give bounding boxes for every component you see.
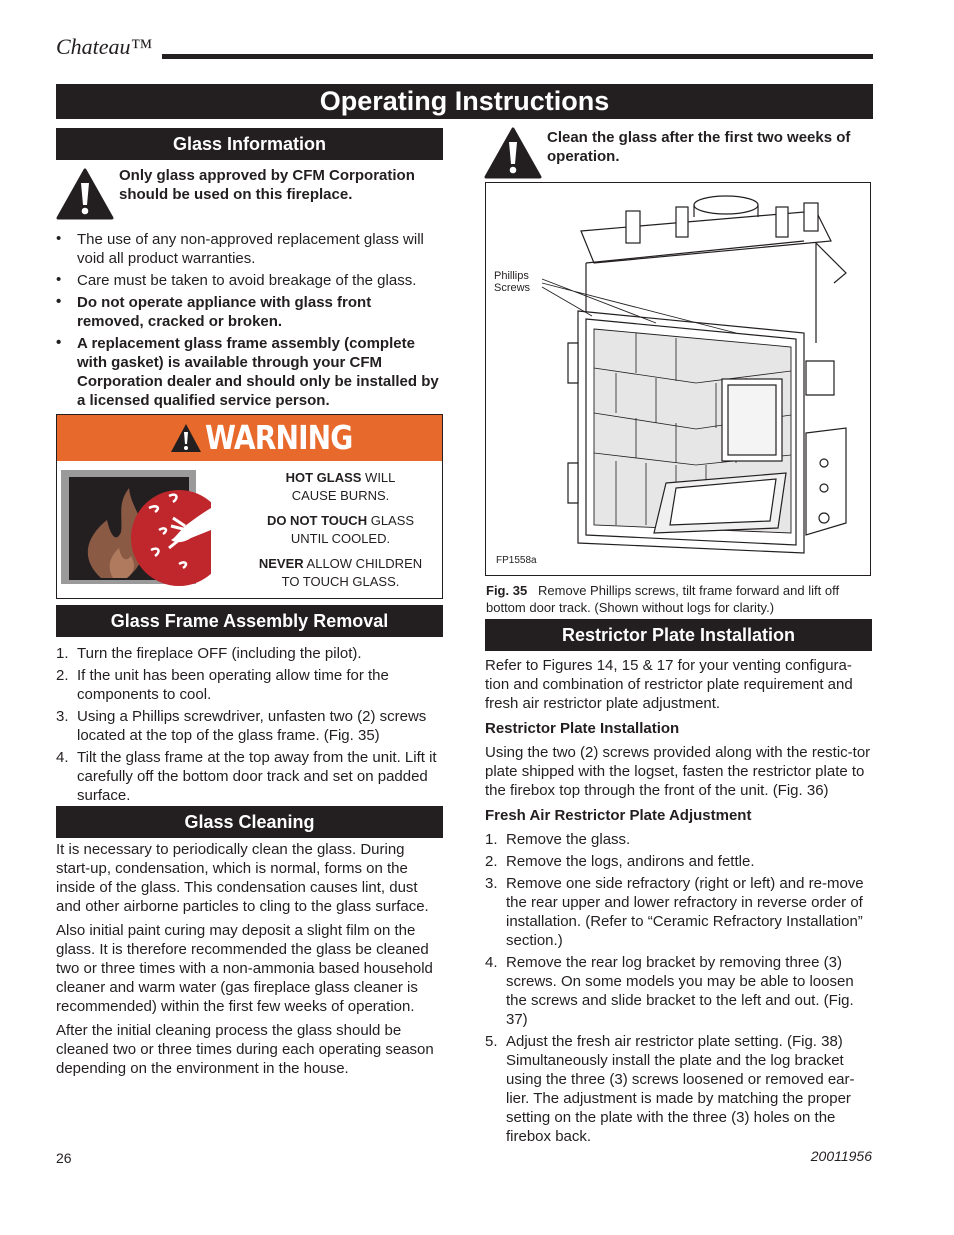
glass-caution-text: Only glass approved by CFM Corporation should be used on this fireplace. [119, 167, 415, 203]
subheading: Fresh Air Restrictor Plate Adjustment [485, 807, 752, 824]
paragraph: Refer to Figures 14, 15 & 17 for your venting configura-tion and combination of restrictor plate requirement and fresh air restrictor plate adjustment. [485, 657, 853, 712]
list-item: 5. Adjust the fresh air restrictor plate setting. (Fig. 38) Simultaneously install the plate and the log bracket using the three (3) screws loosened or removed ear-lier. The adjustment is made by matching the proper setting on the plate with the three (3) holes on the firebox back. [485, 1033, 855, 1145]
list-item: 4. Remove the rear log bracket by removing three (3) screws. On some models you may be able to loosen the screws and slide bracket to the left and out. (Fig. 37) [485, 954, 854, 1028]
fresh-air-steps [485, 830, 873, 1146]
warning-box [56, 414, 443, 599]
figure-caption [486, 582, 874, 616]
fireplace-diagram [486, 183, 869, 574]
subheading: Restrictor Plate Installation [485, 720, 680, 737]
step-text: Remove the glass. [506, 831, 631, 848]
warning-text-part: WILL [361, 470, 396, 485]
list-item: 2. Remove the logs, andirons and fettle. [485, 853, 755, 870]
figure-label: Screws [494, 282, 531, 294]
step-text: Remove one side refractory (right or left) and re-move the rear upper and lower refractory in reverse order of installation. (Refer to “Ceramic Refractory Installation” section.) [506, 875, 864, 949]
warning-triangle-icon [170, 423, 202, 453]
list-item: 1. Turn the fireplace OFF (including the pilot). [56, 645, 362, 662]
figure-label: Phillips [494, 270, 529, 282]
list-item: 3. Remove one side refractory (right or left) and re-move the rear upper and lower refractory in reverse order of installation. (Refer to “Ceramic Refractory Installation” section.) [485, 875, 864, 949]
warning-text-part: CAUSE BURNS. [291, 488, 390, 503]
header-rule [162, 54, 873, 59]
brand-name: Chateau™ [56, 34, 153, 59]
caution-triangle-icon [56, 168, 114, 220]
warning-text-part: UNTIL COOLED. [290, 531, 391, 546]
warning-key: DO NOT TOUCH [266, 513, 368, 528]
glass-info-list [56, 230, 441, 413]
cleaning-heading: Glass Cleaning [56, 806, 443, 838]
figure-number: Fig. 35 [486, 583, 528, 598]
step-text: Turn the fireplace OFF (including the pilot). [77, 645, 362, 662]
caption-text: Remove Phillips screws, tilt frame forward and lift off bottom door track. (Shown without logs for clarity.) [486, 583, 840, 615]
paragraph: Using the two (2) screws provided along with the restic-tor plate shipped with the logset, fasten the restrictor plate to the firebox top through the front of the unit. (Fig. 36) [485, 744, 871, 799]
list-item: 3. Using a Phillips screwdriver, unfasten two (2) screws located at the top of the glass frame. (Fig. 35) [56, 708, 427, 744]
warning-key: NEVER [258, 556, 304, 571]
paragraph: It is necessary to periodically clean the glass. During start-up, condensation, which is normal, forms on the inside of the glass. This condensation causes lint, dust and other airborne particles to cling to the glass surface. [56, 841, 429, 915]
warning-text-part: ALLOW CHILDREN [303, 556, 423, 571]
restrictor-heading: Restrictor Plate Installation [485, 619, 872, 651]
hot-glass-prohibited-icon [61, 468, 211, 592]
restrictor-body [485, 656, 873, 1149]
cleaning-body [56, 840, 441, 1078]
document-number: 20011956 [810, 1148, 872, 1164]
list-item: • Do not operate appliance with glass front removed, cracked or broken. [56, 293, 441, 331]
warning-key: HOT GLASS [285, 470, 362, 485]
step-text: Remove the rear log bracket by removing three (3) screws. On some models you may be able to loosen the screws and slide bracket to the left and out. (Fig. 37) [506, 954, 854, 1028]
step-text: Using a Phillips screwdriver, unfasten two (2) screws located at the top of the glass frame. (Fig. 35) [77, 708, 427, 744]
warning-text-part: GLASS [367, 513, 415, 528]
removal-heading: Glass Frame Assembly Removal [56, 605, 443, 637]
step-text: Adjust the fresh air restrictor plate setting. (Fig. 38) Simultaneously install the plate and the log bracket using the three (3) screws loosened or removed ear-lier. The adjustment is made by matching the proper setting on the plate with the three (3) holes on the firebox back. [506, 1033, 855, 1145]
step-text: If the unit has been operating allow time for the components to cool. [77, 667, 389, 703]
list-item: 4. Tilt the glass frame at the top away from the unit. Lift it carefully off the bottom door track and set on padded surface. [56, 749, 437, 804]
list-item: 1. Remove the glass. [485, 831, 631, 848]
page-title: Operating Instructions [56, 84, 873, 119]
figure-35 [485, 182, 871, 576]
list-item: • Care must be taken to avoid breakage of the glass. [56, 271, 441, 290]
warning-text [243, 469, 438, 591]
paragraph: After the initial cleaning process the glass should be cleaned two or three times during each operating season depending on the environment in the house. [56, 1022, 434, 1077]
caution-triangle-icon [484, 127, 542, 179]
glass-info-heading: Glass Information [56, 128, 443, 160]
warning-title: WARNING [205, 418, 353, 457]
clean-caution-text: Clean the glass after the first two weeks of operation. [547, 129, 851, 165]
paragraph: Also initial paint curing may deposit a slight film on the glass. It is therefore recommended the glass be cleaned two or three times with a non-ammonia based household cleaner and warm water (gas fireplace glass cleaner is recommended) within the first few weeks of operation. [56, 922, 433, 1015]
step-text: Tilt the glass frame at the top away from the unit. Lift it carefully off the bottom door track and set on padded surface. [77, 749, 437, 804]
list-item: 2. If the unit has been operating allow time for the components to cool. [56, 667, 389, 703]
warning-header [57, 415, 442, 461]
warning-text-part: TO TOUCH GLASS. [281, 574, 400, 589]
list-item: • A replacement glass frame assembly (complete with gasket) is available through your CFM Corporation dealer and should only be installed by a licensed qualified service person. [56, 334, 441, 410]
step-text: Remove the logs, andirons and fettle. [506, 853, 755, 870]
removal-steps [56, 644, 441, 808]
page-number: 26 [56, 1150, 72, 1166]
list-item: • The use of any non-approved replacement glass will void all product warranties. [56, 230, 441, 268]
figure-code: FP1558a [496, 555, 537, 566]
